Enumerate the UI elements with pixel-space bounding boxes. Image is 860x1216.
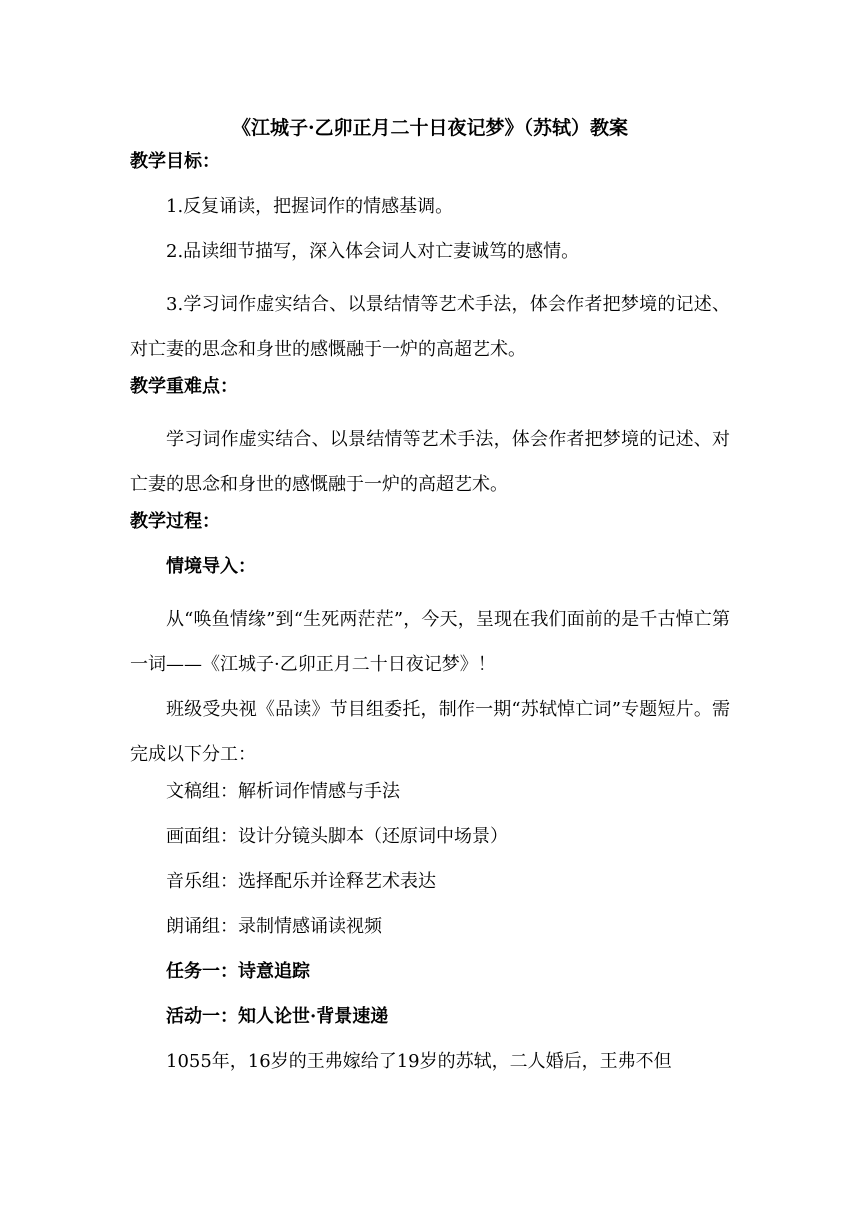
document-body [130, 113, 730, 1077]
intro-paragraph: 从“唤鱼情缘”到“生死两茫茫”，今天，呈现在我们面前的是千古悼亡第一词——《江城子·乙卯正月二十日夜记梦》！ [130, 609, 730, 675]
goal-item-2: 2.品读细节描写，深入体会词人对亡妻诚笃的感情。 [166, 241, 580, 262]
heading-teaching-process: 教学过程： [130, 511, 220, 532]
heading-activity-one: 活动一：知人论世·背景速递 [166, 1006, 389, 1027]
document-title: 《江城子·乙卯正月二十日夜记梦》（苏轼）教案 [231, 117, 629, 139]
heading-scenario-intro: 情境导入： [166, 556, 256, 577]
heading-task-one: 任务一：诗意追踪 [166, 961, 310, 982]
goal-item-3: 3.学习词作虚实结合、以景结情等艺术手法，体会作者把梦境的记述、对亡妻的思念和身世的感慨融于一炉的高超艺术。 [130, 294, 730, 360]
heading-teaching-goals: 教学目标： [130, 151, 220, 172]
key-difficulties-text: 学习词作虚实结合、以景结情等艺术手法，体会作者把梦境的记述、对亡妻的思念和身世的感慨融于一炉的高超艺术。 [130, 429, 730, 495]
group-script: 文稿组：解析词作情感与手法 [166, 781, 400, 802]
group-recitation: 朗诵组：录制情感诵读视频 [166, 916, 382, 937]
group-music: 音乐组：选择配乐并诠释艺术表达 [166, 871, 436, 892]
heading-key-difficulties: 教学重难点： [130, 376, 238, 397]
background-paragraph: 1055年，16岁的王弗嫁给了19岁的苏轼，二人婚后，王弗不但 [166, 1051, 672, 1072]
task-assignment-paragraph: 班级受央视《品读》节目组委托，制作一期“苏轼悼亡词”专题短片。需完成以下分工： [130, 699, 730, 765]
goal-item-1: 1.反复诵读，把握词作的情感基调。 [166, 196, 454, 217]
group-visual: 画面组：设计分镜头脚本（还原词中场景） [166, 826, 508, 847]
